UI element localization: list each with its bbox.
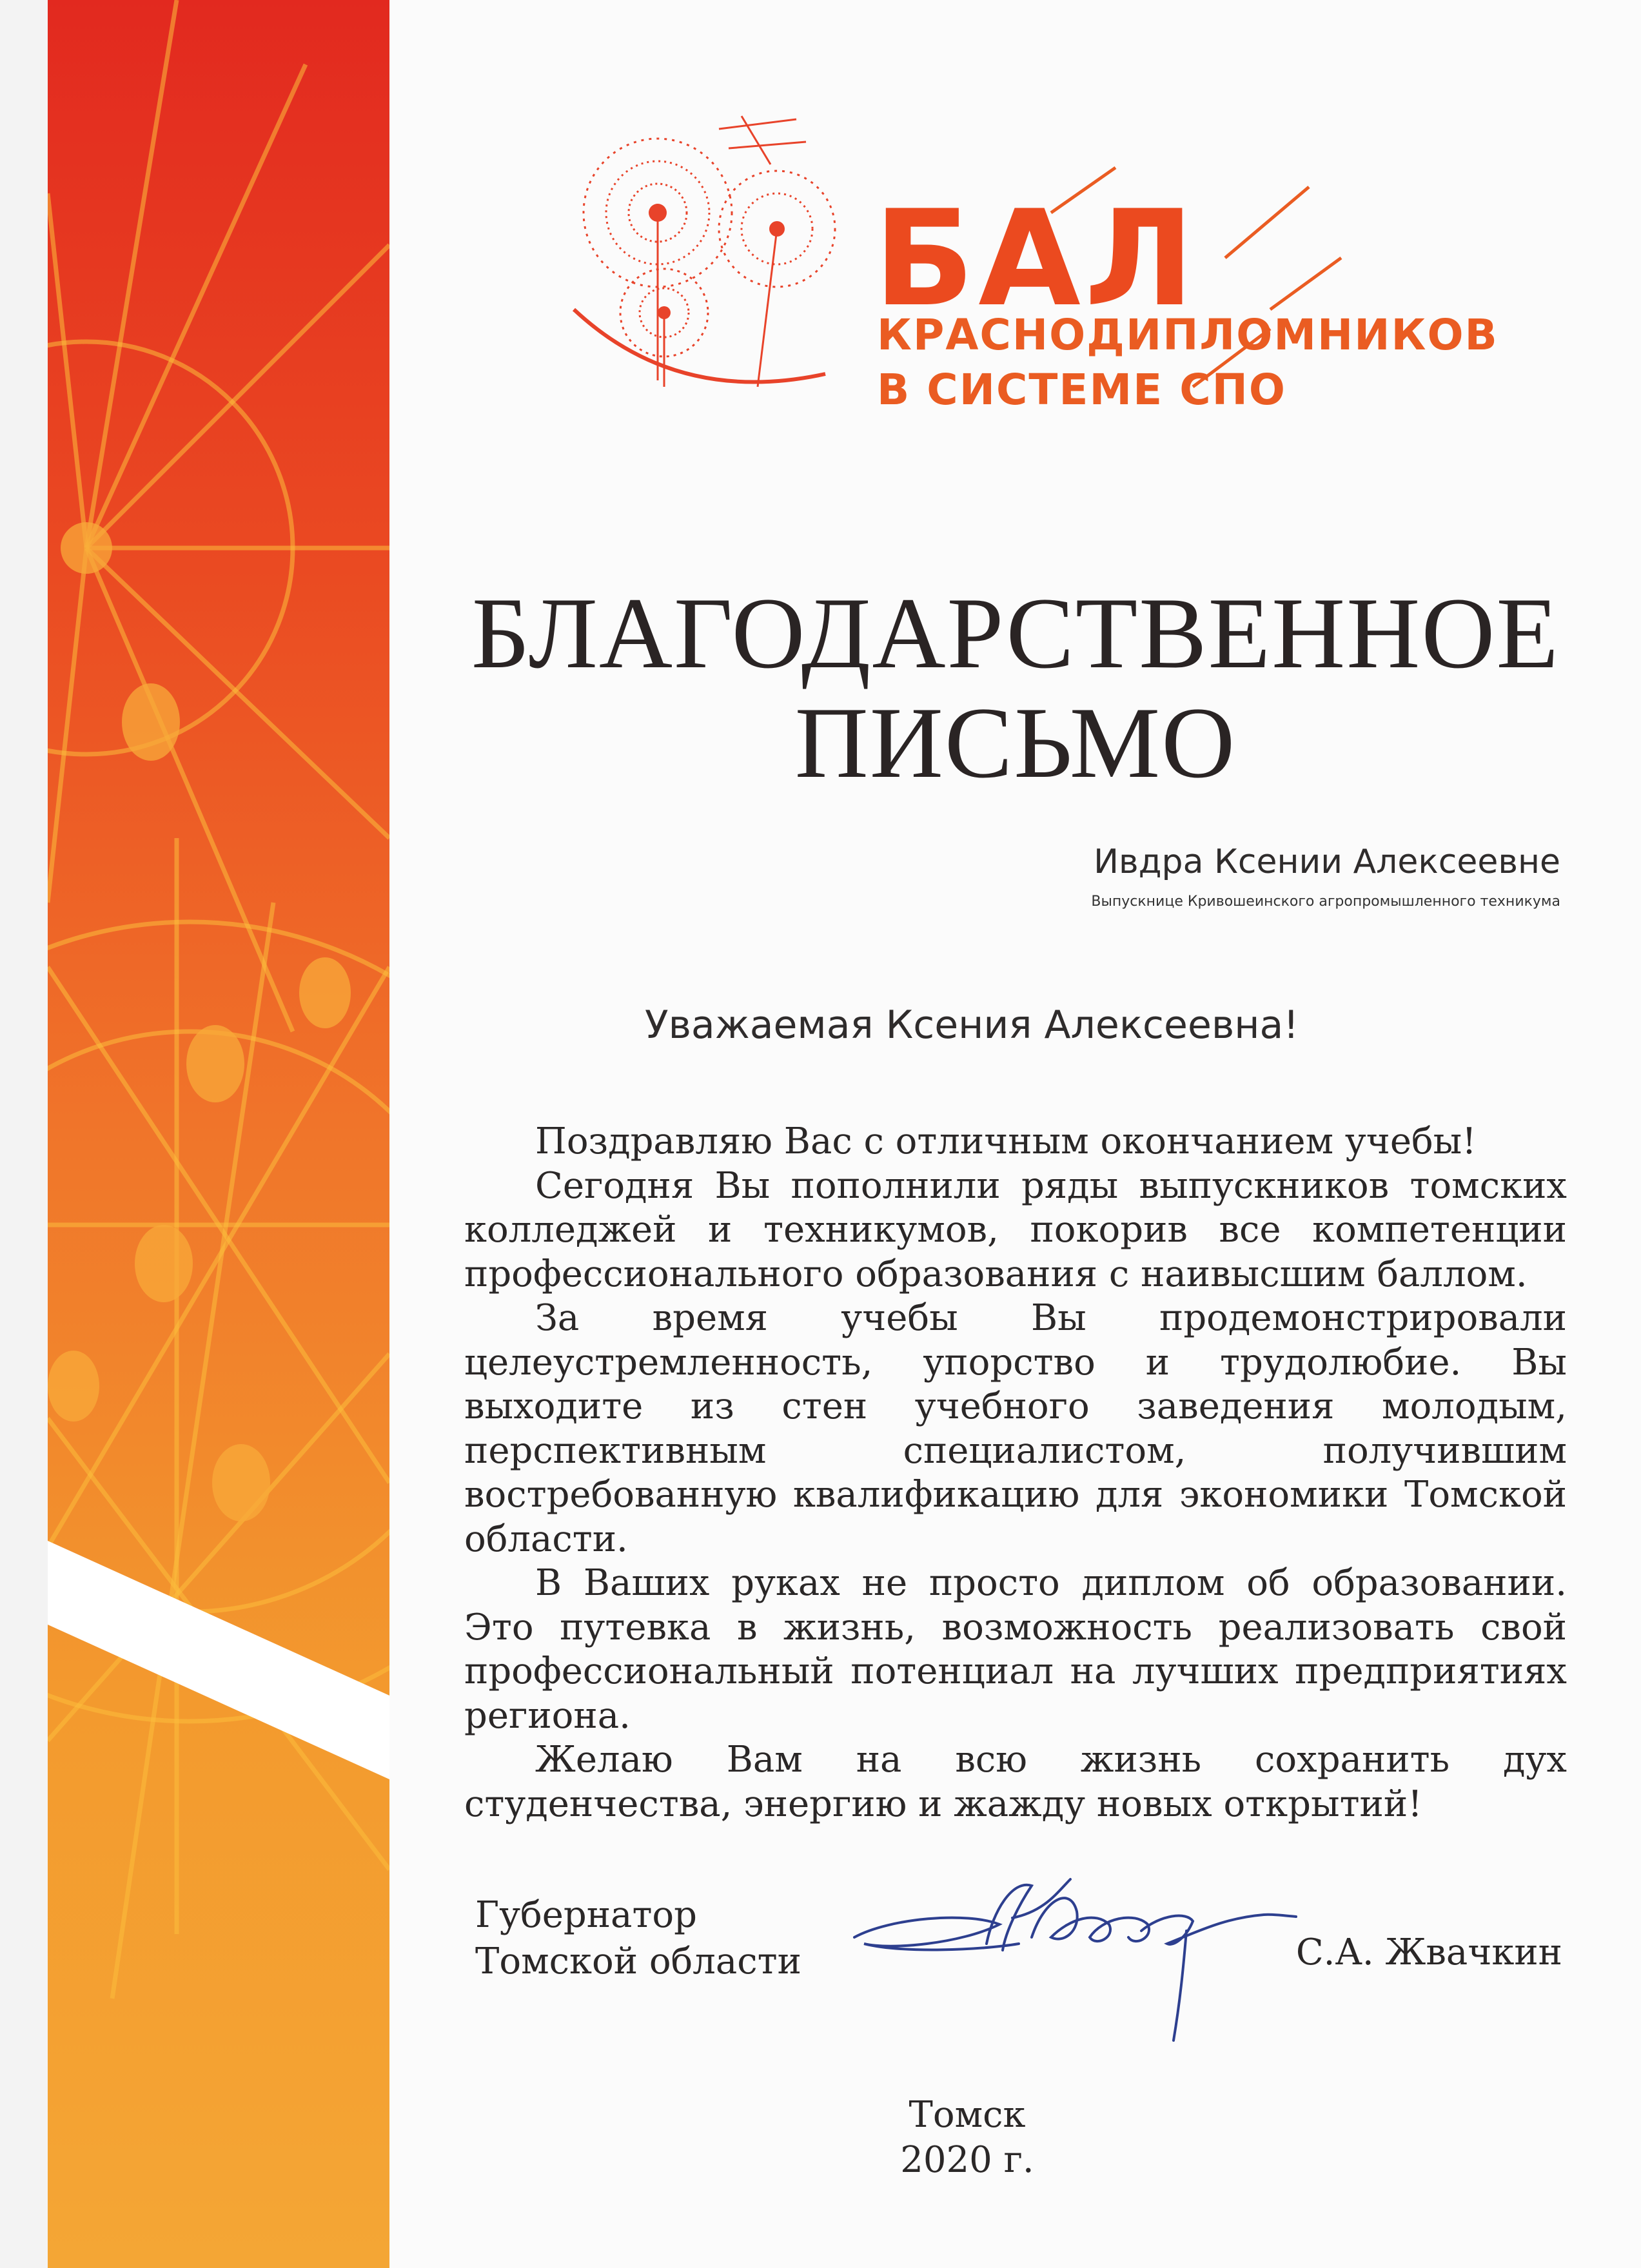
letter-paragraph: Сегодня Вы пополнили ряды выпускников томских колледжей и техникумов, покорив все компетенции профессионального образования с наивысшим баллом. [464, 1164, 1567, 1295]
letter-paragraph: Поздравляю Вас с отличным окончанием учебы! [535, 1120, 1477, 1162]
recipient-name: Ивдра Ксении Алексеевне [1094, 843, 1560, 881]
recipient-description: Выпускнице Кривошеинского агропромышленного техникума [1091, 894, 1560, 910]
handwritten-signature [851, 1841, 1302, 2047]
signer-name: С.А. Жвачкин [1295, 1931, 1562, 1973]
letter-body [464, 1120, 1567, 1826]
signer-position [475, 1892, 801, 1985]
document-title-line2: ПИСЬМО [794, 687, 1237, 799]
logo-subtitle-line2: В СИСТЕМЕ СПО [877, 365, 1287, 415]
logo-title: БАЛ [874, 182, 1199, 336]
logo-subtitle-line1: КРАСНОДИПЛОМНИКОВ [877, 310, 1499, 360]
document-title-line1: БЛАГОДАРСТВЕННОЕ [471, 577, 1560, 690]
dandelion-pattern-graphic [48, 0, 389, 2268]
city: Томск [909, 2094, 1026, 2136]
signer-position-line1: Губернатор [475, 1894, 697, 1936]
year: 2020 г. [900, 2139, 1034, 2181]
letter-paragraph: Желаю Вам на всю жизнь сохранить дух студенчества, энергию и жажду новых открытий! [464, 1739, 1567, 1825]
salutation: Уважаемая Ксения Алексеевна! [645, 1002, 1299, 1048]
letter-paragraph: В Ваших руках не просто диплом об образовании. Это путевка в жизнь, возможность реализовать свой профессиональный потенциал на лучших предприятиях региона. [464, 1562, 1567, 1737]
decorative-side-stripe [48, 0, 389, 2268]
scan-edge [0, 0, 48, 2268]
letter-paragraph: За время учебы Вы продемонстрировали целеустремленность, упорство и трудолюбие. Вы выходите из стен учебного заведения молодым, перспективным специалистом, получившим востребованную квалификацию для экономики Томской области. [464, 1297, 1567, 1560]
signer-position-line2: Томской области [475, 1941, 801, 1982]
